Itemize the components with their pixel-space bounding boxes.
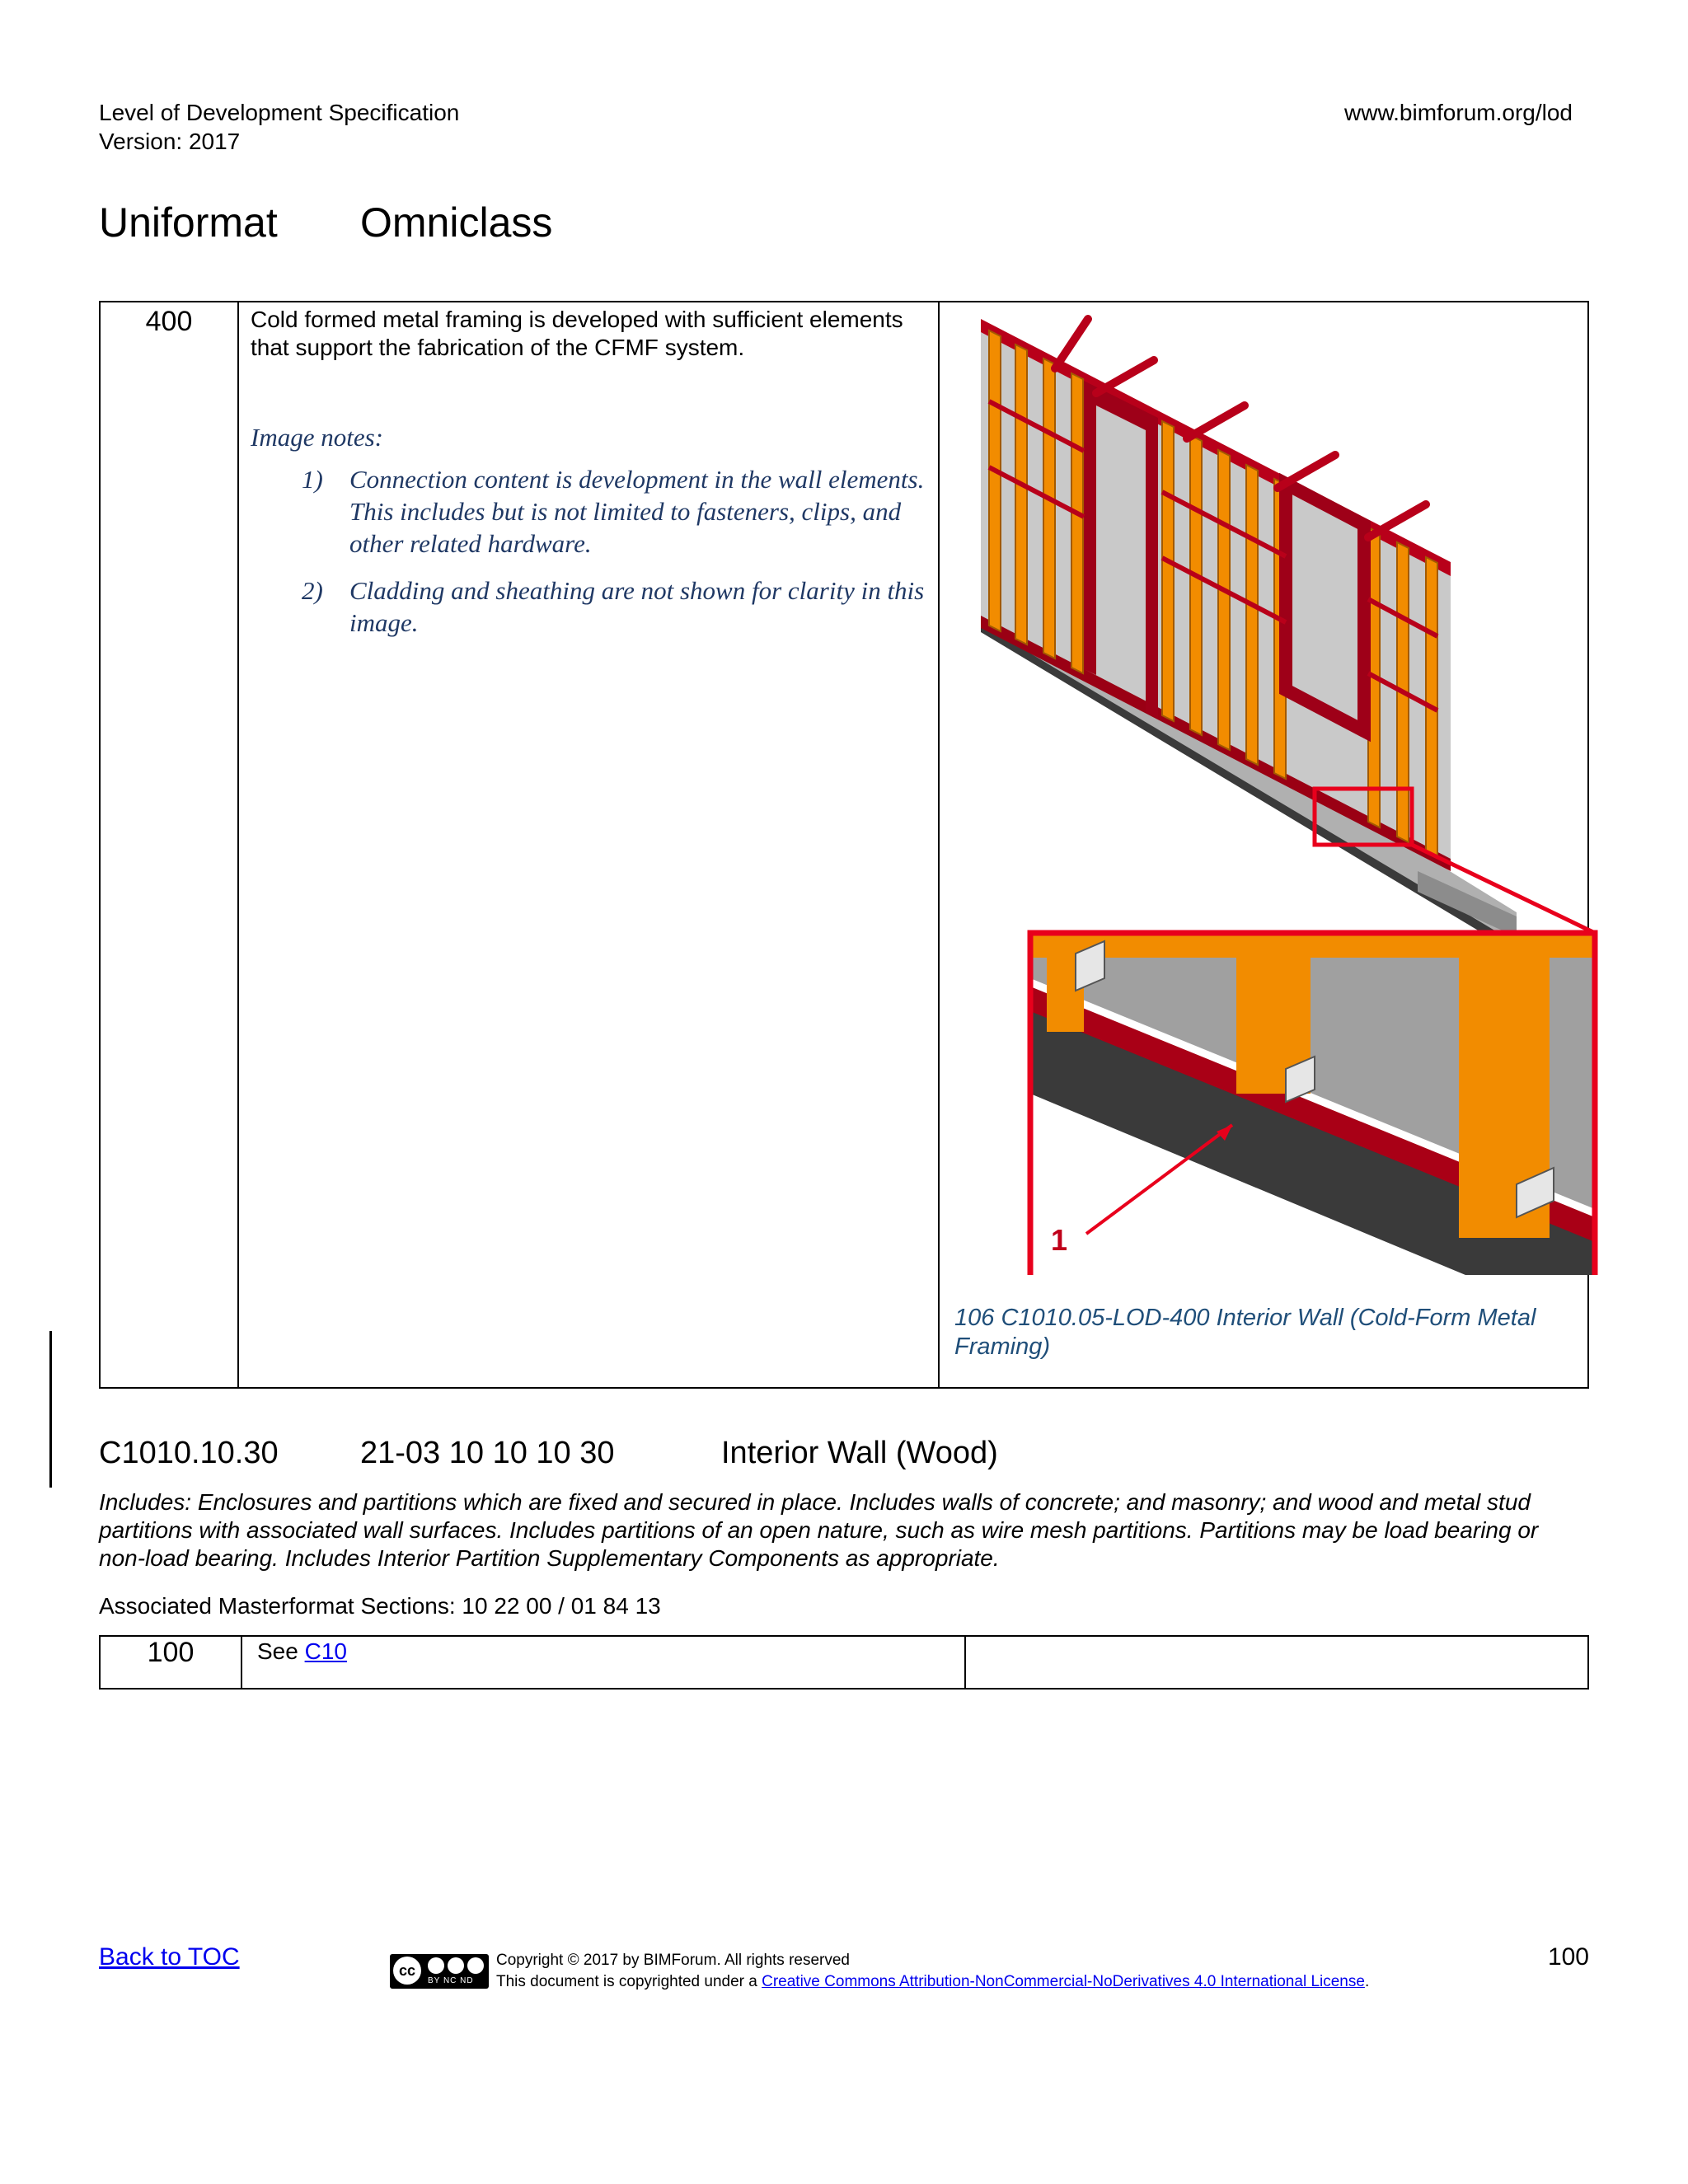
nc-icon — [448, 1957, 464, 1974]
doc-version: Version: 2017 — [99, 129, 241, 154]
image-note: 1) Connection content is development in the wall elements. This includes but is not limited to fasteners, clips, and other related hardware. — [302, 465, 925, 558]
lod-100-table — [99, 1635, 1589, 1690]
lod-description: Cold formed metal framing is developed with sufficient elements that support the fabrication of the CFMF system. — [251, 307, 903, 360]
cc-license-badge — [390, 1954, 489, 1989]
cc-badge-labels: BY NC ND — [428, 1976, 474, 1985]
lod-level-cell: 400 — [100, 302, 238, 1388]
page-number: 100 — [1547, 1943, 1589, 1971]
lod-description-cell — [238, 302, 939, 1388]
detail-callout-number: 1 — [1051, 1223, 1068, 1257]
doc-title: Level of Development Specification — [99, 100, 460, 125]
back-to-toc-link[interactable]: Back to TOC — [99, 1943, 240, 1971]
revision-bar — [49, 1331, 52, 1488]
site-url: www.bimforum.org/lod — [1344, 100, 1573, 125]
lod-100-level: 100 — [100, 1636, 241, 1689]
section-uniformat-code: C1010.10.30 — [99, 1436, 279, 1470]
cc-icon: cc — [393, 1957, 421, 1985]
lod-100-image-cell — [965, 1636, 1588, 1689]
copyright-block — [496, 1950, 1369, 1993]
lod-image-cell — [939, 302, 1588, 1388]
section-includes: Includes: Enclosures and partitions which are fixed and secured in place. Includes walls of concrete; and masonry; and wood and metal stud partitions with associated wall surfaces. Includes partitions of an open nature, such as wire mesh partitions. Partitions may be load bearing or non-load bearing. Includes Interior Partition Supplementary Components as appropriate. — [99, 1489, 1539, 1571]
lod-100-description: See C10 — [241, 1636, 965, 1689]
image-caption: 106 C1010.05-LOD-400 Interior Wall (Cold-Form Metal Framing) — [954, 1305, 1536, 1360]
license-text: This document is copyrighted under a Creative Commons Attribution-NonCommercial-NoDerivatives 4.0 International License. — [496, 1973, 1370, 1990]
image-notes-list — [251, 463, 926, 639]
section-title: Interior Wall (Wood) — [721, 1436, 998, 1470]
heading-omniclass: Omniclass — [360, 199, 553, 246]
image-notes-title: Image notes: — [251, 423, 383, 452]
nd-icon — [467, 1957, 484, 1974]
lod-400-table — [99, 301, 1589, 1389]
license-link[interactable]: Creative Commons Attribution-NonCommercial-NoDerivatives 4.0 International License — [762, 1973, 1365, 1990]
by-icon — [428, 1957, 444, 1974]
cfmf-wall-illustration — [940, 302, 1614, 1275]
see-c10-link[interactable]: C10 — [304, 1638, 347, 1664]
masterformat-sections: Associated Masterformat Sections: 10 22 00 / 01 84 13 — [99, 1593, 661, 1619]
copyright-text: Copyright © 2017 by BIMForum. All rights reserved — [496, 1952, 851, 1969]
heading-uniformat: Uniformat — [99, 199, 278, 246]
image-note: 2) Cladding and sheathing are not shown for clarity in this image. — [302, 576, 925, 637]
section-omniclass-code: 21-03 10 10 10 30 — [360, 1436, 615, 1470]
